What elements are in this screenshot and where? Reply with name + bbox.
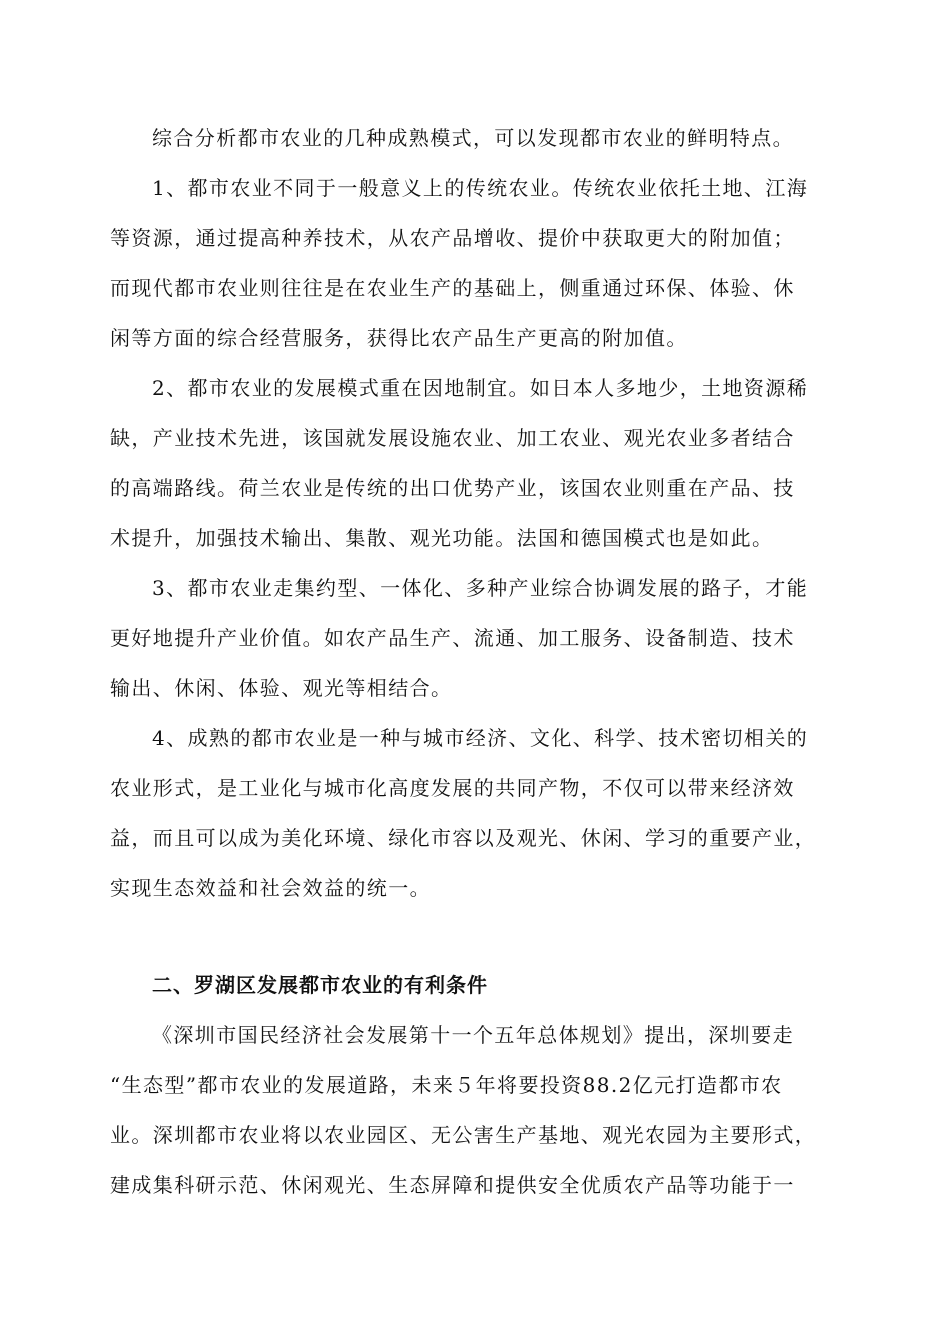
section2-body-line: “生态型”都市农业的发展道路，未来５年将要投资88.2亿元打造都市农 [110, 1073, 783, 1097]
section2-body-line: 业。深圳都市农业将以农业园区、无公害生产基地、观光农园为主要形式， [110, 1123, 817, 1147]
section2-body-line: 《深圳市国民经济社会发展第十一个五年总体规划》提出，深圳要走 [152, 1023, 794, 1047]
point2-line: 的高端路线。荷兰农业是传统的出口优势产业，该国农业则重在产品、技 [110, 476, 795, 500]
section2-heading: 二、罗湖区发展都市农业的有利条件 [152, 973, 488, 997]
point4-line: 4、成熟的都市农业是一种与城市经济、文化、科学、技术密切相关的 [152, 726, 809, 750]
point2-line: 缺，产业技术先进，该国就发展设施农业、加工农业、观光农业多者结合 [110, 426, 795, 450]
point1-line: 闲等方面的综合经营服务，获得比农产品生产更高的附加值。 [110, 326, 688, 350]
point3-line: 3、都市农业走集约型、一体化、多种产业综合协调发展的路子，才能 [152, 576, 809, 600]
point4-line: 益，而且可以成为美化环境、绿化市容以及观光、休闲、学习的重要产业， [110, 826, 817, 850]
point4-line: 农业形式，是工业化与城市化高度发展的共同产物，不仅可以带来经济效 [110, 776, 795, 800]
point2-line: 术提升，加强技术输出、集散、观光功能。法国和德国模式也是如此。 [110, 526, 774, 550]
point1-line: 等资源，通过提高种养技术，从农产品增收、提价中获取更大的附加值； [110, 226, 795, 250]
intro-paragraph: 综合分析都市农业的几种成熟模式，可以发现都市农业的鲜明特点。 [152, 126, 794, 150]
point2-line: 2、都市农业的发展模式重在因地制宜。如日本人多地少，土地资源稀 [152, 376, 809, 400]
point3-line: 输出、休闲、体验、观光等相结合。 [110, 676, 453, 700]
point1-line: 而现代都市农业则往往是在农业生产的基础上，侧重通过环保、体验、休 [110, 276, 795, 300]
point4-line: 实现生态效益和社会效益的统一。 [110, 876, 431, 900]
section2-body-line: 建成集科研示范、休闲观光、生态屏障和提供安全优质农产品等功能于一 [110, 1173, 795, 1197]
point3-line: 更好地提升产业价值。如农产品生产、流通、加工服务、设备制造、技术 [110, 626, 795, 650]
point1-line: 1、都市农业不同于一般意义上的传统农业。传统农业依托土地、江海 [152, 176, 809, 200]
